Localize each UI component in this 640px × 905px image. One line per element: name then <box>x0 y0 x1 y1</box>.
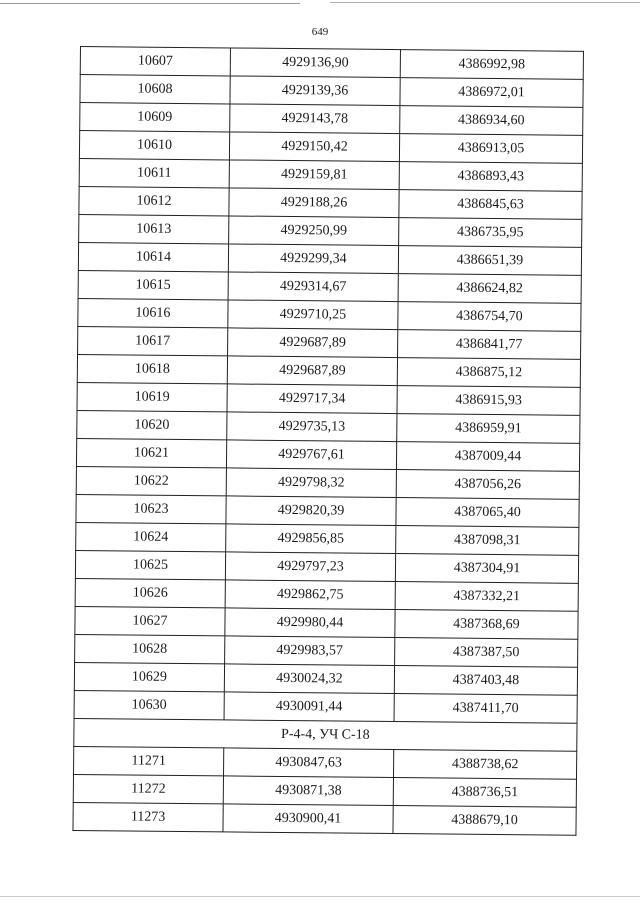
y-coordinate-cell: 4386934,60 <box>400 106 583 136</box>
x-coordinate-cell: 4929314,67 <box>228 272 398 302</box>
x-coordinate-cell: 4930871,38 <box>223 776 393 806</box>
point-number-cell: 10621 <box>76 438 226 467</box>
y-coordinate-cell: 4387065,40 <box>396 498 579 528</box>
point-number-cell: 10624 <box>76 522 226 551</box>
y-coordinate-cell: 4386735,95 <box>399 218 582 248</box>
x-coordinate-cell: 4929687,89 <box>227 356 397 386</box>
y-coordinate-cell: 4387368,69 <box>395 610 578 640</box>
x-coordinate-cell: 4929717,34 <box>227 384 397 414</box>
y-coordinate-cell: 4387098,31 <box>396 526 579 556</box>
x-coordinate-cell: 4929735,13 <box>227 412 397 442</box>
y-coordinate-cell: 4386959,91 <box>397 414 580 444</box>
x-coordinate-cell: 4929983,57 <box>225 636 395 666</box>
point-number-cell: 10609 <box>80 103 230 132</box>
x-coordinate-cell: 4929139,36 <box>230 76 400 106</box>
x-coordinate-cell: 4929299,34 <box>228 244 398 274</box>
x-coordinate-cell: 4929980,44 <box>225 608 395 638</box>
point-number-cell: 10628 <box>75 634 225 663</box>
x-coordinate-cell: 4929767,61 <box>226 440 396 470</box>
y-coordinate-cell: 4386913,05 <box>399 134 582 164</box>
y-coordinate-cell: 4387304,91 <box>395 554 578 584</box>
x-coordinate-cell: 4929143,78 <box>230 104 400 134</box>
y-coordinate-cell: 4386972,01 <box>400 78 583 108</box>
point-number-cell: 10608 <box>80 75 230 104</box>
x-coordinate-cell: 4930024,32 <box>224 664 394 694</box>
coordinate-table-body <box>73 47 584 836</box>
y-coordinate-cell: 4386845,63 <box>399 190 582 220</box>
x-coordinate-cell: 4929188,26 <box>229 188 399 218</box>
y-coordinate-cell: 4387403,48 <box>394 666 577 696</box>
x-coordinate-cell: 4930091,44 <box>224 692 394 722</box>
point-number-cell: 10618 <box>77 354 227 383</box>
point-number-cell: 10613 <box>79 214 229 243</box>
point-number-cell: 10626 <box>75 578 225 607</box>
y-coordinate-cell: 4386875,12 <box>397 358 580 388</box>
x-coordinate-cell: 4930847,63 <box>224 748 394 778</box>
point-number-cell: 10630 <box>74 690 224 719</box>
coordinate-table <box>72 46 584 836</box>
x-coordinate-cell: 4929136,90 <box>230 48 400 78</box>
x-coordinate-cell: 4929159,81 <box>229 160 399 190</box>
y-coordinate-cell: 4388736,51 <box>393 778 576 808</box>
y-coordinate-cell: 4387387,50 <box>395 638 578 668</box>
scan-top-edge-line <box>0 3 300 4</box>
page-number: 649 <box>311 26 329 38</box>
y-coordinate-cell: 4387056,26 <box>396 470 579 500</box>
x-coordinate-cell: 4929710,25 <box>228 300 398 330</box>
point-number-cell: 10611 <box>79 158 229 187</box>
point-number-cell: 10617 <box>78 326 228 355</box>
y-coordinate-cell: 4386651,39 <box>398 246 581 276</box>
y-coordinate-cell: 4386624,82 <box>398 274 581 304</box>
y-coordinate-cell: 4386754,70 <box>398 302 581 332</box>
y-coordinate-cell: 4386992,98 <box>400 50 583 80</box>
point-number-cell: 10614 <box>78 242 228 271</box>
point-number-cell: 10627 <box>75 606 225 635</box>
y-coordinate-cell: 4386841,77 <box>398 330 581 360</box>
point-number-cell: 10620 <box>77 410 227 439</box>
point-number-cell: 10629 <box>74 662 224 691</box>
scan-bottom-edge-line <box>0 896 640 897</box>
point-number-cell: 10612 <box>79 186 229 215</box>
x-coordinate-cell: 4929820,39 <box>226 496 396 526</box>
x-coordinate-cell: 4929250,99 <box>229 216 399 246</box>
y-coordinate-cell: 4387411,70 <box>394 694 577 724</box>
table-row <box>73 802 576 835</box>
point-number-cell: 10610 <box>79 131 229 160</box>
point-number-cell: 11272 <box>73 774 223 803</box>
scan-top-edge-line-right <box>330 2 640 3</box>
x-coordinate-cell: 4929150,42 <box>229 132 399 162</box>
y-coordinate-cell: 4386915,93 <box>397 386 580 416</box>
x-coordinate-cell: 4929798,32 <box>226 468 396 498</box>
point-number-cell: 10607 <box>80 47 230 76</box>
x-coordinate-cell: 4929797,23 <box>225 552 395 582</box>
point-number-cell: 11273 <box>73 802 223 831</box>
y-coordinate-cell: 4388679,10 <box>393 806 576 836</box>
point-number-cell: 11271 <box>74 746 224 775</box>
y-coordinate-cell: 4387009,44 <box>396 442 579 472</box>
point-number-cell: 10623 <box>76 494 226 523</box>
point-number-cell: 10616 <box>78 298 228 327</box>
point-number-cell: 10615 <box>78 270 228 299</box>
point-number-cell: 10625 <box>75 550 225 579</box>
x-coordinate-cell: 4929687,89 <box>228 328 398 358</box>
point-number-cell: 10619 <box>77 382 227 411</box>
x-coordinate-cell: 4929862,75 <box>225 580 395 610</box>
x-coordinate-cell: 4930900,41 <box>223 804 393 834</box>
coordinate-table-container <box>72 46 583 836</box>
point-number-cell: 10622 <box>76 466 226 495</box>
y-coordinate-cell: 4386893,43 <box>399 162 582 192</box>
section-heading: Р-4-4, УЧ С-18 <box>74 718 577 751</box>
y-coordinate-cell: 4387332,21 <box>395 582 578 612</box>
y-coordinate-cell: 4388738,62 <box>393 750 576 780</box>
x-coordinate-cell: 4929856,85 <box>226 524 396 554</box>
